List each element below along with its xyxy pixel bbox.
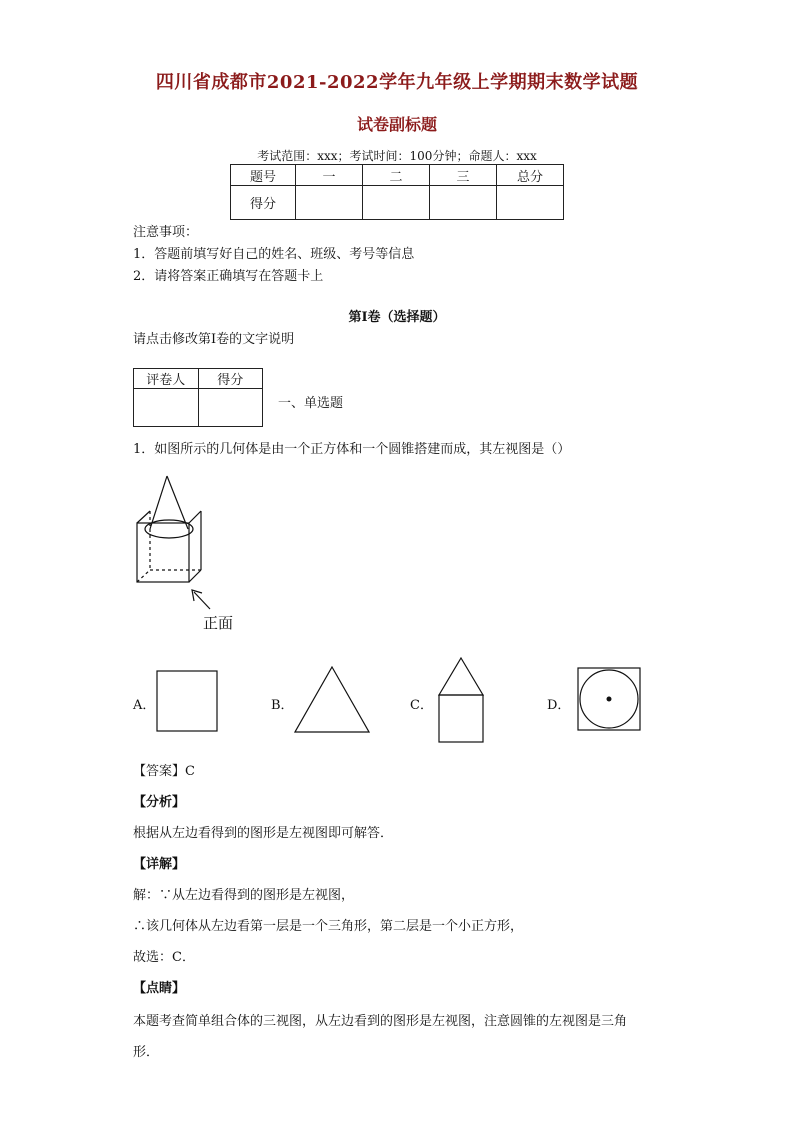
score-cell[interactable] [430, 186, 497, 220]
grader-table-header: 评卷人 [134, 369, 199, 389]
score-table-header: 题号 [231, 165, 296, 186]
score-table-header: 总分 [497, 165, 564, 186]
option-a-label[interactable]: A． [133, 698, 156, 713]
center-dot [607, 697, 612, 702]
detail-line: 解：∵从左边看得到的图形是左视图， [133, 888, 355, 903]
score-cell[interactable] [296, 186, 363, 220]
option-a-figure[interactable] [156, 670, 218, 732]
square-shape [439, 695, 483, 742]
answer: 【答案】C [133, 764, 195, 779]
section-description: 请点击修改第I卷的文字说明 [133, 332, 295, 347]
notes [133, 222, 414, 288]
page-title: 四川省成都市2021-2022学年九年级上学期期末数学试题 [155, 72, 639, 93]
section-title: 第I卷（选择题） [348, 310, 446, 325]
score-row-label: 得分 [231, 186, 296, 220]
question-type: 一、单选题 [278, 396, 344, 411]
grader-table [133, 368, 263, 427]
option-b-label[interactable]: B． [271, 698, 294, 713]
triangle-shape [295, 667, 369, 732]
detail-line: ∴该几何体从左边看第一层是一个三角形，第二层是一个小正方形， [133, 919, 524, 934]
detail-heading: 【详解】 [133, 857, 186, 872]
triangle-shape [439, 658, 483, 695]
figure-label-front: 正面 [203, 614, 234, 632]
grader-cell[interactable] [134, 389, 199, 427]
cone-on-cube-figure [137, 476, 210, 609]
option-d-figure[interactable] [577, 667, 641, 731]
notes-heading: 注意事项： [133, 225, 199, 240]
option-c-label[interactable]: C． [410, 698, 433, 713]
score-table-header: 三 [430, 165, 497, 186]
score-table-header: 二 [363, 165, 430, 186]
square-shape [157, 671, 217, 731]
note-item: 1．答题前填写好自己的姓名、班级、考号等信息 [133, 247, 415, 262]
comment-heading: 【点睛】 [133, 981, 186, 996]
score-table [230, 164, 564, 220]
option-c-figure[interactable] [437, 657, 487, 744]
analysis-heading: 【分析】 [133, 795, 186, 810]
analysis-text: 根据从左边看得到的图形是左视图即可解答． [133, 826, 394, 841]
score-cell[interactable] [363, 186, 430, 220]
grader-table-header: 得分 [198, 369, 263, 389]
option-b-figure[interactable] [294, 666, 370, 734]
note-item: 2．请将答案正确填写在答题卡上 [133, 269, 324, 284]
question-text: 1．如图所示的几何体是由一个正方体和一个圆锥搭建而成，其左视图是（） [133, 442, 571, 457]
option-d-label[interactable]: D． [547, 698, 571, 713]
detail-line: 故选：C． [133, 950, 195, 965]
exam-info: 考试范围：xxx；考试时间：100分钟；命题人：xxx [257, 149, 537, 163]
score-table-header: 一 [296, 165, 363, 186]
grader-cell[interactable] [198, 389, 263, 427]
page-subtitle: 试卷副标题 [356, 115, 437, 134]
comment-line: 形． [133, 1045, 160, 1060]
comment-line: 本题考查简单组合体的三视图，从左边看到的图形是左视图，注意圆锥的左视图是三角 [133, 1014, 628, 1029]
score-cell[interactable] [497, 186, 564, 220]
